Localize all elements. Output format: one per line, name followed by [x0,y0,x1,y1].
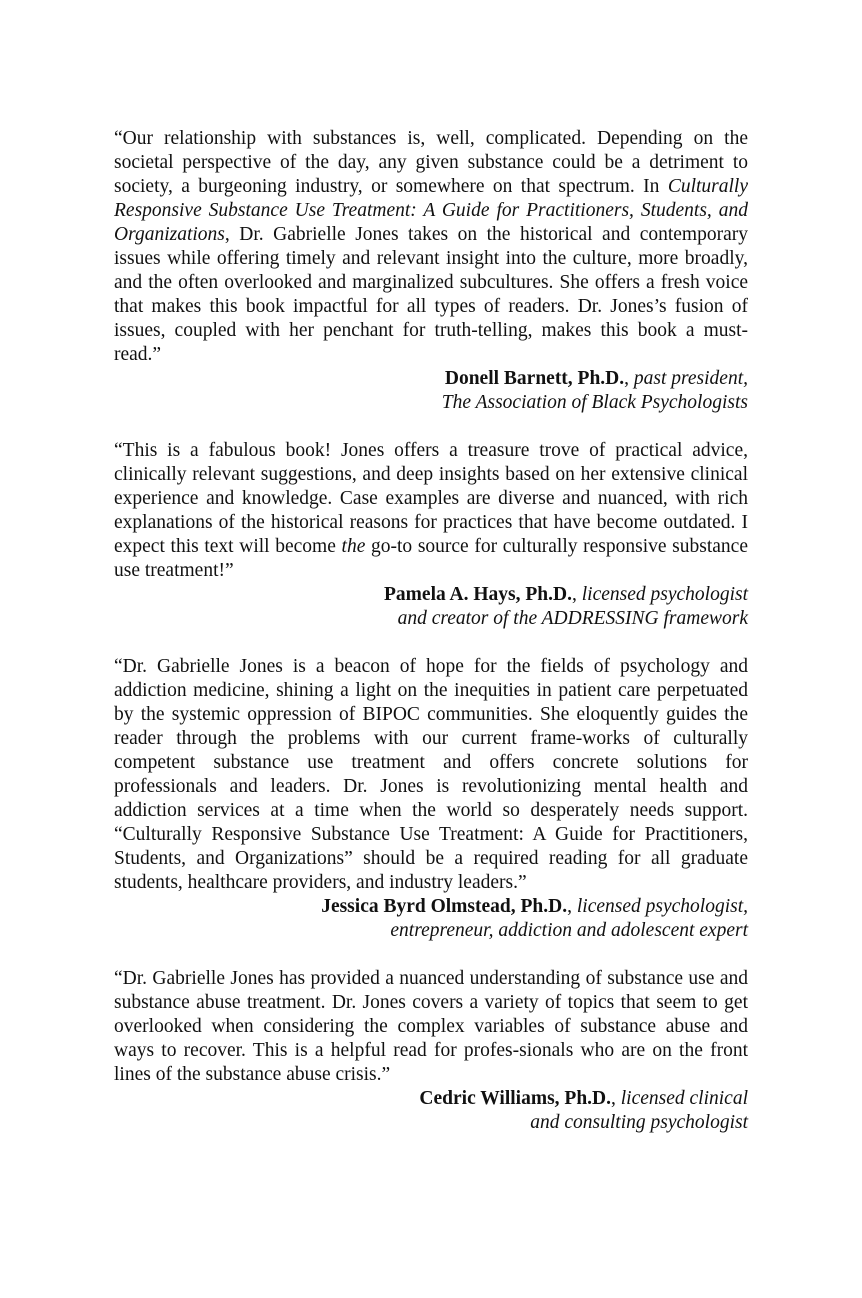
emphasis-text: the [341,536,366,557]
endorsement-olmstead [114,655,748,943]
endorser-name: Pamela A. Hays, Ph.D. [384,584,572,605]
endorser-attribution: Pamela A. Hays, Ph.D., licensed psychologist [384,584,748,605]
endorsement-quote [114,655,748,895]
endorser-role: entrepreneur, addiction and adolescent expert [390,920,748,941]
endorser-attribution: Donell Barnett, Ph.D., past president, [444,368,748,389]
endorser-role: past president, [633,368,748,389]
endorser-attribution: Cedric Williams, Ph.D., licensed clinical [419,1088,748,1109]
quote-text: “Our relationship with substances is, well, complicated. Depending on the societal perspective of the day, any given substance could be a detriment to society, a burgeoning industry, or somewhere on that spectrum. In [114,128,748,197]
quote-text: “This is a fabulous book! Jones offers a treasure trove of practical advice, clinically relevant suggestions, and deep insights based on her extensive clinical experience and knowledge. Case examples are diverse and nuanced, with rich explanations of the historical reasons for practices that have become outdated. I expect this text will become [114,440,748,557]
endorser-role: and consulting psychologist [530,1112,748,1133]
endorsement-quote [114,439,748,583]
endorser-role: licensed psychologist, [576,896,748,917]
endorser-role: licensed clinical [620,1088,748,1109]
endorser-role: licensed psychologist [581,584,748,605]
quote-text: go-to source for culturally responsive substance use treatment!” [114,536,748,581]
endorser-role: The Association of Black Psychologists [441,392,748,413]
endorser-affiliation [114,1111,748,1135]
endorsement-hays [114,439,748,631]
endorser-name: Donell Barnett, Ph.D. [444,368,625,389]
quote-text: , Dr. Gabrielle Jones takes on the historical and contemporary issues while offering timely and relevant insight into the culture, more broadly, and the often overlooked and marginalized subcultures. She offers a fresh voice that makes this book impactful for all types of readers. Dr. Jones’s fusion of issues, coupled with her penchant for truth-telling, makes this book a must-read.” [114,224,748,365]
endorser-affiliation [114,391,748,415]
book-title: Culturally Responsive Substance Use Treatment: A Guide for Practitioners, Students, and Organizations [114,176,748,245]
endorser-affiliation [114,919,748,943]
endorser-affiliation [114,607,748,631]
endorser-role: and creator of the ADDRESSING framework [397,608,748,629]
endorsement-williams [114,967,748,1135]
endorsement-quote [114,127,748,367]
endorsement-barnett [114,127,748,415]
endorsement-quote [114,967,748,1087]
endorser-name: Jessica Byrd Olmstead, Ph.D. [321,896,568,917]
quote-text: “Dr. Gabrielle Jones has provided a nuanced understanding of substance use and substance abuse treatment. Dr. Jones covers a variety of topics that seem to get overlooked when considering the complex variables of substance abuse and ways to recover. This is a helpful read for profes-sionals who are on the front lines of the substance abuse crisis.” [114,968,748,1085]
quote-text: “Dr. Gabrielle Jones is a beacon of hope for the fields of psychology and addiction medicine, shining a light on the inequities in patient care perpetuated by the systemic oppression of BIPOC communities. She eloquently guides the reader through the problems with our current frame-works of culturally competent substance use treatment and offers concrete solutions for professionals and leaders. Dr. Jones is revolutionizing mental health and addiction services at a time when the world so desperately needs support. “Culturally Responsive Substance Use Treatment: A Guide for Practitioners, Students, and Organizations” should be a required reading for all graduate students, healthcare providers, and industry leaders.” [114,656,748,893]
endorser-name: Cedric Williams, Ph.D. [419,1088,611,1109]
endorser-attribution: Jessica Byrd Olmstead, Ph.D., licensed psychologist, [321,896,748,917]
